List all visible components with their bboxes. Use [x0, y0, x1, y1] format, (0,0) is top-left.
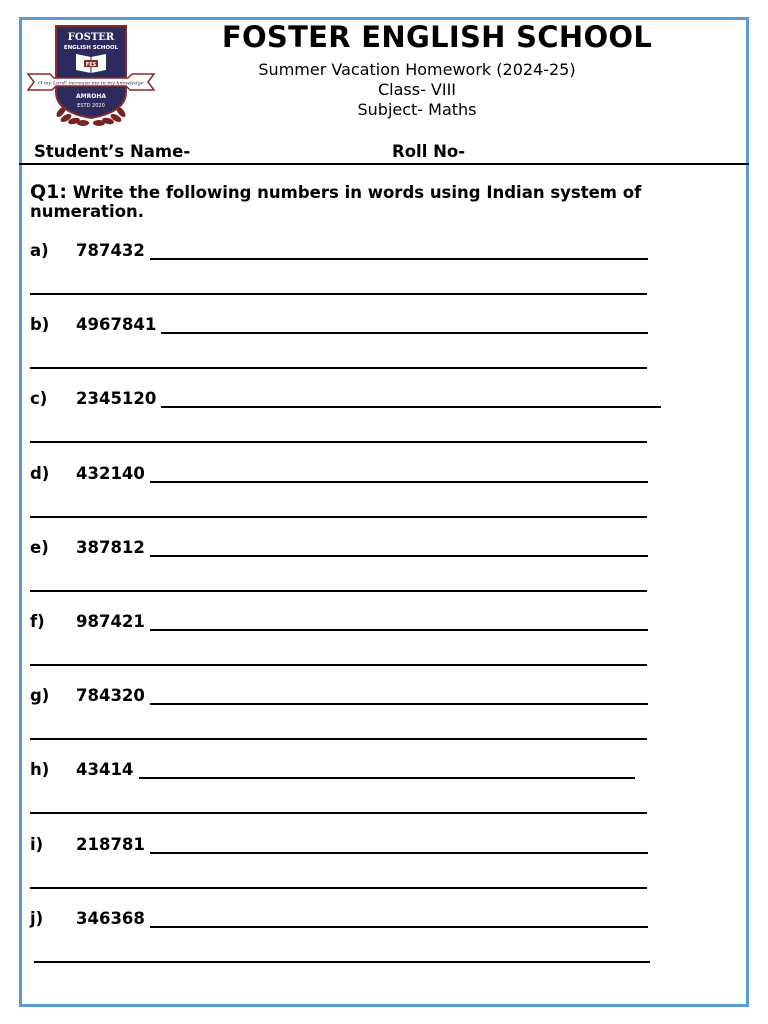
item-letter: j) [30, 908, 44, 928]
student-name-label: Student’s Name- [34, 142, 191, 161]
logo-top-text-1: FOSTER [67, 32, 115, 43]
item-letter: g) [30, 686, 50, 706]
answer-line[interactable] [30, 590, 647, 592]
answer-line[interactable] [150, 852, 648, 854]
item-letter: a) [30, 241, 49, 260]
answer-line[interactable] [139, 777, 636, 779]
item-number: 43414 [76, 760, 134, 780]
answer-line[interactable] [161, 406, 661, 408]
roll-no-label: Roll No- [392, 142, 466, 161]
item-number: 4967841 [76, 315, 157, 335]
logo-ribbon-text: O my Lord! increase me in my knowledge [38, 80, 144, 87]
item-letter: e) [30, 537, 49, 557]
page-frame [19, 17, 749, 1007]
header-divider [19, 163, 749, 165]
answer-line[interactable] [150, 258, 648, 260]
item-number: 346368 [76, 908, 145, 928]
question-number: Q1: [30, 181, 67, 203]
logo-book-text: FES [85, 62, 97, 68]
class-line: Class- VIII [377, 80, 457, 99]
answer-line[interactable] [150, 481, 648, 483]
item-letter: h) [30, 760, 50, 780]
answer-line[interactable] [30, 516, 647, 518]
item-letter: f) [30, 612, 45, 631]
homework-title: Summer Vacation Homework (2024-25) [258, 60, 576, 79]
answer-line[interactable] [34, 961, 650, 963]
item-number: 787432 [76, 241, 145, 260]
question-heading [30, 183, 730, 221]
answer-line[interactable] [161, 332, 648, 334]
item-letter: i) [30, 834, 44, 854]
school-name: FOSTER ENGLISH SCHOOL [221, 20, 653, 54]
logo-bottom-text-2: ESTD 2020 [77, 103, 105, 109]
item-letter: c) [30, 389, 48, 409]
item-number: 218781 [76, 834, 145, 854]
answer-line[interactable] [150, 629, 648, 631]
item-number: 2345120 [76, 389, 157, 409]
answer-line[interactable] [150, 926, 648, 928]
logo-top-text-2: ENGLISH SCHOOL [63, 45, 119, 51]
answer-line[interactable] [30, 738, 647, 740]
answer-line[interactable] [150, 555, 648, 557]
answer-line[interactable] [30, 293, 647, 295]
answer-line[interactable] [30, 367, 647, 369]
item-number: 987421 [76, 612, 145, 631]
subject-line: Subject- Maths [357, 100, 477, 119]
question-text: Write the following numbers in words using Indian system of numeration. [30, 183, 642, 221]
item-letter: d) [30, 463, 50, 483]
answer-line[interactable] [30, 441, 647, 443]
answer-line[interactable] [30, 664, 647, 666]
item-number: 432140 [76, 463, 145, 483]
item-number: 784320 [76, 686, 145, 706]
item-number: 387812 [76, 537, 145, 557]
item-letter: b) [30, 315, 50, 335]
logo-bottom-text-1: AMROHA [76, 93, 106, 100]
answer-line[interactable] [30, 812, 647, 814]
answer-line[interactable] [30, 887, 647, 889]
answer-line[interactable] [150, 703, 648, 705]
